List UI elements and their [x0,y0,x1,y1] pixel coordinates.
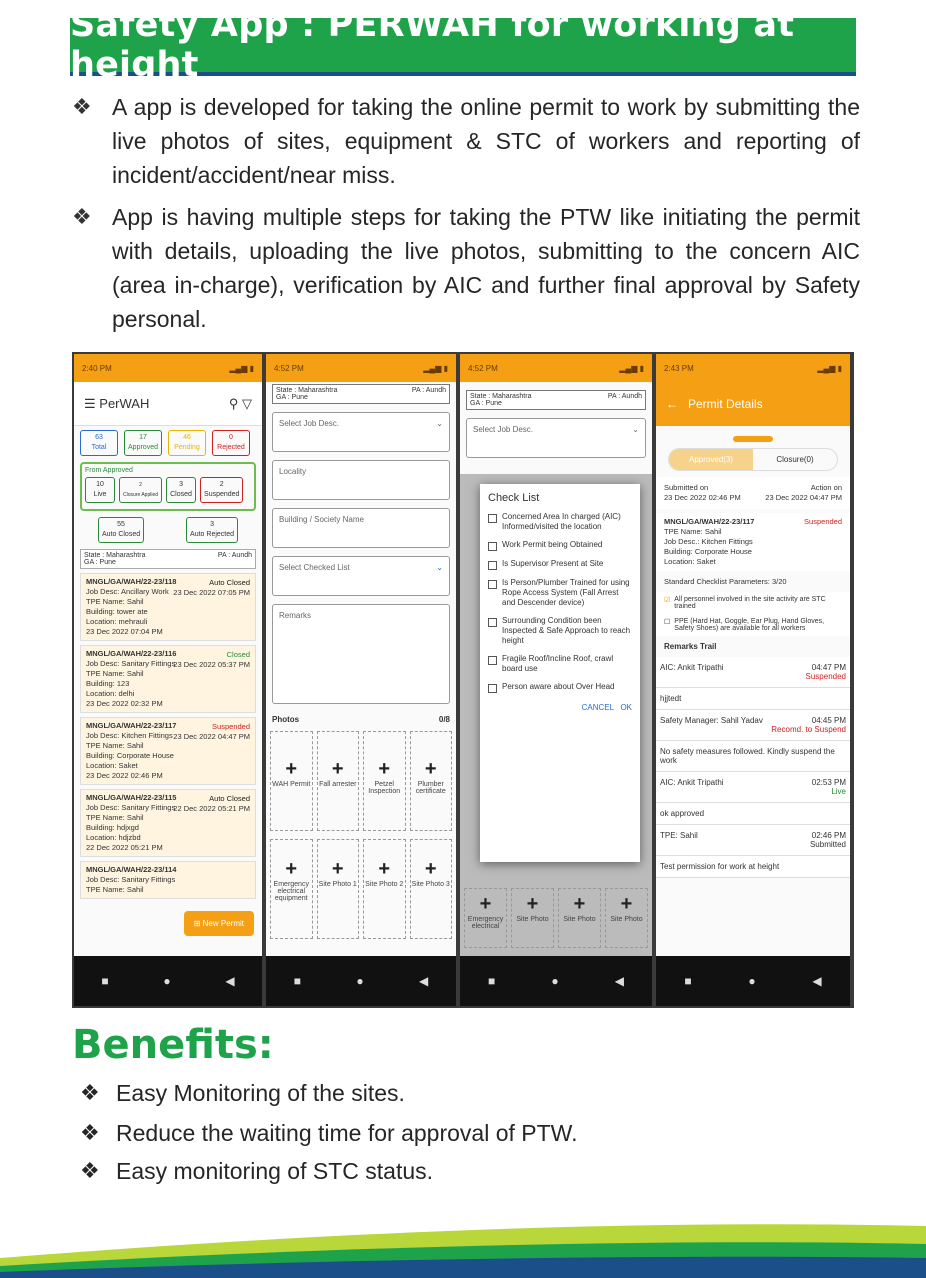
new-permit-button[interactable]: ⊞ New Permit [184,911,254,936]
status-bar: 4:52 PM ▂▄▆ ▮ [460,354,652,382]
menu-icon[interactable]: ☰ [84,395,96,411]
stat-closed[interactable]: 3 Closed [166,477,196,503]
benefit-item: ❖ Reduce the waiting time for approval of PTW. [80,1120,578,1146]
building-input[interactable]: Building / Society Name [272,508,450,548]
android-nav-bar [460,956,652,1006]
remark-entry: AIC: Ankit Tripathi 04:47 PM Suspended [656,657,850,688]
benefit-item: ❖ Easy Monitoring of the sites. [80,1080,405,1106]
checklist-item[interactable]: Surrounding Condition been Inspected & Safe Approach to reach height [488,616,632,646]
home-icon[interactable]: ● [356,974,364,988]
diamond-bullet-icon: ❖ [72,94,92,119]
job-desc-select[interactable]: Select Job Desc. ⌄ [466,418,646,458]
photo-tile[interactable]: + Fall arrester [317,731,360,831]
remark-text: hjjtedt [656,688,850,710]
app-screenshots [72,352,854,1008]
permit-card[interactable]: MNGL/GA/WAH/22-23/117 Suspended 23 Dec 2022 04:47 PM Job Desc: Kitchen Fittings TPE Name: Sahil Building: Corporate House Location: Saket 23 Dec 2022 02:46 PM [80,717,256,785]
home-icon[interactable]: ● [748,974,756,988]
photo-tile[interactable]: + Site Photo 2 [363,839,406,939]
checklist-item[interactable]: Concerned Area In charged (AIC) Informed/visited the location [488,512,632,532]
remark-entry: Safety Manager: Sahil Yadav 04:45 PM Recomd. to Suspend [656,710,850,741]
checklist-dialog [480,484,640,862]
page-title: Safety App : PERWAH for working at height [70,5,795,85]
back-icon[interactable]: ◀ [419,974,429,988]
status-badge: Suspended [804,517,842,526]
stat-total[interactable]: 63 Total [80,430,118,456]
checklist-item[interactable]: Fragile Roof/Incline Roof, crawl board use [488,654,632,674]
photo-tile[interactable]: + Site Photo [558,888,601,948]
stat-suspended[interactable]: 2 Suspended [200,477,243,503]
checklist-item[interactable]: Is Supervisor Present at Site [488,559,632,570]
signal-icon: ▂▄▆ ▮ [229,363,254,373]
back-icon[interactable]: ◀ [225,974,235,988]
recent-apps-icon[interactable]: ■ [684,974,692,988]
status-bar: 2:40 PM ▂▄▆ ▮ [74,354,262,382]
diamond-bullet-icon: ❖ [72,204,92,229]
permit-info: MNGL/GA/WAH/22-23/117 Suspended TPE Name: Sahil Job Desc.: Kitchen Fittings Building: Corporate House Location: Saket [656,513,850,571]
stat-auto-rejected[interactable]: 3 Auto Rejected [186,517,238,543]
job-desc-select[interactable]: Select Job Desc. ⌄ [272,412,450,452]
filter-icon[interactable]: ▽ [242,395,252,411]
back-icon[interactable]: ◀ [812,974,822,988]
remark-entry: TPE: Sahil 02:46 PM Submitted [656,825,850,856]
status-badge: Auto Closed [209,794,250,803]
tab-approved[interactable]: Approved(3) [669,449,753,470]
phone-checklist [460,354,652,1006]
cancel-button[interactable]: CANCEL [581,703,614,712]
status-badge: Closed [226,650,250,659]
recent-apps-icon[interactable]: ■ [488,974,496,988]
locality-input[interactable]: Locality [272,460,450,500]
checkbox-icon [488,561,497,570]
diamond-bullet-icon: ❖ [80,1158,100,1183]
android-nav-bar [656,956,850,1006]
location-box[interactable]: State : Maharashtra PA : Aundh GA : Pune [466,390,646,410]
android-nav-bar [74,956,262,1006]
plus-icon: ⊞ [193,919,201,928]
tab-closure[interactable]: Closure(0) [776,455,814,464]
stat-pending[interactable]: 46 Pending [168,430,206,456]
back-icon[interactable]: ◀ [614,974,624,988]
status-badge: Suspended [212,722,250,731]
recent-apps-icon[interactable]: ■ [101,974,109,988]
benefits-title: Benefits: [72,1022,274,1068]
permit-card[interactable]: MNGL/GA/WAH/22-23/116 Closed 23 Dec 2022 05:37 PM Job Desc: Sanitary Fittings TPE Name: Sahil Building: 123 Location: delhi 23 Dec 2022 02:32 PM [80,645,256,713]
dialog-title: Check List [488,492,540,504]
bullet-1: ❖ A app is developed for taking the online permit to work by submitting the live photos of sites, equipment & STC of workers and reporting of incident/accident/near miss. [72,90,860,192]
photo-tile[interactable]: + Petzel Inspection [363,731,406,831]
stat-approved[interactable]: 17 Approved [124,430,162,456]
phone-permit-details: 2:43 PM ▂▄▆ ▮ ← Permit Details Approved(3) Closure(0) Submitted on 23 Dec 2022 02:46 PM Action on 23 Dec 2022 04:47 PM MNGL/GA/WAH/22-23/117 Suspended TPE Name: Sahil Job Desc.: Kitchen Fittings Building: Corporate House Location: Saket Standard Checklist Parameters: 3/20 ☑ All personnel involved in the site activity are STC trained ☐ PPE (Hard Hat, Goggle, Ear Plug, Hand Gloves, Safety Shoes) are available for all workers Remarks Trail AIC: Ankit Tripathi 04:47 PM Suspended hjjtedt Safety Manager: Sahil Yadav 04:45 PM Recomd. to Suspend No safety measures followed. Kindly suspend the work AIC: Ankit Tripathi 02:53 PM Live ok approved TPE: Sahil 02:46 PM Submitted Test permission for work at height ■ ● ◀ [656,354,850,1006]
app-header [74,382,262,426]
photo-tile[interactable]: + Emergency electrical [464,888,507,948]
photo-tile[interactable]: + WAH Permit [270,731,313,831]
remark-text: Test permission for work at height [656,856,850,878]
decorative-wave [0,1208,926,1278]
checkbox-checked-icon: ☑ [664,597,671,604]
phone-dashboard [74,354,262,1006]
location-filter[interactable]: State : Maharashtra PA : Aundh GA : Pune [80,549,256,569]
permit-card[interactable]: MNGL/GA/WAH/22-23/115 Auto Closed 22 Dec 2022 05:21 PM Job Desc: Sanitary Fittings TPE Name: Sahil Building: hdjxgd Location: hdjzbd 22 Dec 2022 05:21 PM [80,789,256,857]
checkbox-icon [488,580,497,589]
status-bar: 2:43 PM ▂▄▆ ▮ [656,354,850,382]
photo-tile[interactable]: + Plumber certificate [410,731,453,831]
home-icon[interactable]: ● [551,974,559,988]
checkbox-icon [488,618,497,627]
android-nav-bar [266,956,456,1006]
status-badge: Auto Closed [209,578,250,587]
checkbox-icon [488,656,497,665]
remark-text: ok approved [656,803,850,825]
checkbox-icon [488,542,497,551]
photos-header: Photos 0/8 [272,715,450,724]
chevron-down-icon: ⌄ [436,563,443,572]
title-banner [70,5,856,85]
checkbox-icon [488,514,497,523]
permit-card[interactable]: MNGL/GA/WAH/22-23/118 Auto Closed 23 Dec 2022 07:05 PM Job Desc: Ancillary Work TPE Name: Sahil Building: tower ate Location: mehrauli 23 Dec 2022 07:04 PM [80,573,256,641]
ok-button[interactable]: OK [620,703,632,712]
diamond-bullet-icon: ❖ [80,1120,100,1145]
app-name: PerWAH [99,395,150,411]
remarks-title: Remarks Trail [664,642,717,651]
from-approved-group: From Approved 10 Live 2 Closure Applied 3 Closed 2 Suspended [80,462,256,511]
photo-tile[interactable]: + Site Photo 3 [410,839,453,939]
permit-card[interactable]: MNGL/GA/WAH/22-23/114 Job Desc: Sanitary Fittings TPE Name: Sahil [80,861,256,899]
checklist-item[interactable]: Work Permit being Obtained [488,540,632,551]
photo-tile[interactable]: + Site Photo [511,888,554,948]
search-icon[interactable]: ⚲ [228,395,239,411]
checkbox-icon [488,684,497,693]
home-icon[interactable]: ● [163,974,171,988]
benefit-item: ❖ Easy monitoring of STC status. [80,1158,434,1184]
photo-tile[interactable]: + Emergency electrical equipment [270,839,313,939]
location-box[interactable]: State : Maharashtra PA : Aundh GA : Pune [272,384,450,404]
recent-apps-icon[interactable]: ■ [293,974,301,988]
app-header: ← Permit Details [656,382,850,426]
checkbox-icon: ☐ [664,619,671,626]
photo-tile[interactable]: + Site Photo 1 [317,839,360,939]
chevron-down-icon: ⌄ [436,419,443,428]
stat-rejected[interactable]: 0 Rejected [212,430,250,456]
remarks-input[interactable]: Remarks [272,604,450,704]
checklist-header: Standard Checklist Parameters: 3/20 [664,577,787,586]
checklist-item[interactable]: Is Person/Plumber Trained for using Rope Access System (Fall Arrest and Descender device) [488,578,632,608]
stat-auto-closed[interactable]: 55 Auto Closed [98,517,144,543]
checklist-item[interactable]: Person aware about Over Head [488,682,632,693]
back-arrow-icon[interactable]: ← [666,397,678,411]
phone-new-permit [266,354,456,1006]
remark-text: No safety measures followed. Kindly suspend the work [656,741,850,772]
checklist-select[interactable]: Select Checked List ⌄ [272,556,450,596]
photo-tile[interactable]: + Site Photo [605,888,648,948]
diamond-bullet-icon: ❖ [80,1080,100,1105]
stat-live[interactable]: 10 Live [85,477,115,503]
bullet-2: ❖ App is having multiple steps for taking the PTW like initiating the permit with details, uploading the live photos, submitting to the concern AIC (area in-charge), verification by AIC and further final approval by Safety personal. [72,200,860,336]
remark-entry: AIC: Ankit Tripathi 02:53 PM Live [656,772,850,803]
stat-closure-applied[interactable]: 2 Closure Applied [119,477,162,503]
status-bar: 4:52 PM ▂▄▆ ▮ [266,354,456,382]
